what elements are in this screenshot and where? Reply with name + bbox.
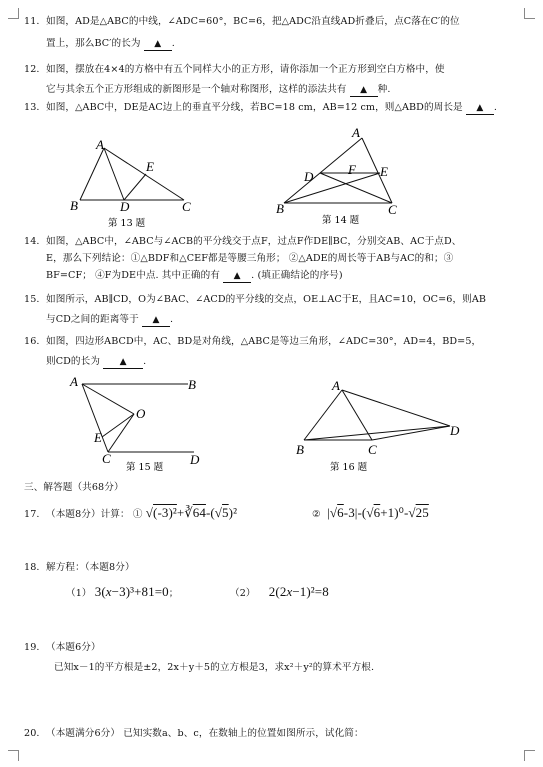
q15-text2: 与CD之间的距离等于 <box>46 314 139 325</box>
fig14-label-a: A <box>352 125 360 140</box>
fig15-label-o: O <box>136 406 146 421</box>
crop-mark-bottom-right <box>524 750 535 761</box>
fig16-label-d: D <box>450 423 460 438</box>
q13-end: . <box>493 102 498 113</box>
figure-13-diagram <box>66 138 206 233</box>
q19-text: （本题6分） <box>46 642 101 653</box>
q11-end: . <box>171 38 175 49</box>
q15-text1: 如图所示，AB∥CD，O为∠BAC、∠ACD的平分线的交点，OE⊥AC于E，且AC=10，OC=6，则AB <box>46 294 487 305</box>
q14-line2 <box>46 253 453 265</box>
q13-text1: 如图，△ABC中，DE是AC边上的垂直平分线，若BC=18 cm，AB=12 cm，则△ABD的周长是 <box>46 102 463 113</box>
q12-number: 12. <box>24 64 40 75</box>
q18-part1-marker: （1） <box>66 588 92 599</box>
q16-number: 16. <box>24 336 40 347</box>
fig16-label-b: B <box>296 442 304 457</box>
q11-text2: 置上，那么BC′的长为 <box>46 38 141 49</box>
q16-line2 <box>46 356 146 369</box>
q17-number: 17. <box>24 509 40 520</box>
q14-text2: E，那么下列结论：①△BDF和△CEF都是等腰三角形； ②△ADE的周长等于AB与AC的和；③ <box>46 253 454 264</box>
fig14-label-e: E <box>380 164 388 179</box>
q17-line <box>24 504 237 524</box>
q12-line2 <box>46 84 391 97</box>
q18-text: 解方程：（本题8分） <box>46 562 135 573</box>
q15-answer-blank: ▲ <box>142 314 170 327</box>
fig15-label-b: B <box>188 377 196 392</box>
q11-text1: 如图，AD是△ABC的中线，∠ADC=60°，BC=6，把△ADC沿直线AD折叠后，点C落在C′的位 <box>46 16 460 27</box>
q16-text1: 如图，四边形ABCD中，AC、BD是对角线，△ABC是等边三角形，∠ADC=30°，AD=4，BD=5， <box>46 336 482 347</box>
q13-number: 13. <box>24 102 40 113</box>
q18-line <box>24 562 135 574</box>
crop-mark-bottom-left <box>8 750 19 761</box>
fig14-label-c: C <box>388 202 397 217</box>
q11-line1 <box>24 16 460 28</box>
fig13-label-d: D <box>120 199 130 214</box>
section-3-heading: 三、解答题（共68分） <box>24 482 124 493</box>
q18-equation-1: 3(x−3)³+81=0 <box>94 584 169 599</box>
q20-number: 20. <box>24 728 40 739</box>
crop-mark-top-left <box>8 8 19 19</box>
q12-line1 <box>24 64 445 76</box>
figure-15-diagram <box>64 374 214 474</box>
q11-line2 <box>46 38 175 51</box>
q14-end: . (填正确结论的序号) <box>251 270 343 281</box>
fig16-label-c: C <box>368 442 377 457</box>
q17-part2-line <box>312 504 429 524</box>
q14-answer-blank: ▲ <box>223 270 251 283</box>
fig13-label-e: E <box>146 159 154 174</box>
q18-number: 18. <box>24 562 40 573</box>
q12-text1: 如图，摆放在4×4的方格中有五个同样大小的正方形，请你添加一个正方形到空白方格中，使 <box>46 64 445 75</box>
q11-answer-blank: ▲ <box>144 38 172 51</box>
q12-answer-blank: ▲ <box>350 84 378 97</box>
crop-mark-top-right <box>524 8 535 19</box>
q16-text2: 则CD的长为 <box>46 356 101 367</box>
fig14-label-d: D <box>304 169 314 184</box>
q16-line1 <box>24 336 481 348</box>
q15-line1 <box>24 294 486 306</box>
q14-text1: 如图，△ABC中，∠ABC与∠ACB的平分线交于点F，过点F作DE∥BC，分别交AB、AC于点D、 <box>46 236 462 247</box>
q20-text: （本题满分6分） 已知实数a、b、c，在数轴上的位置如图所示，试化简： <box>46 728 364 739</box>
fig13-label-a: A <box>96 137 104 152</box>
q19-line2: 已知x－1的平方根是±2，2x＋y＋5的立方根是3，求x²＋y²的算术平方根. <box>54 662 375 673</box>
q14-number: 14. <box>24 236 40 247</box>
q15-number: 15. <box>24 294 40 305</box>
fig16-label-a: A <box>332 378 340 393</box>
fig15-label-e: E <box>94 430 102 445</box>
q12-end: 种. <box>377 84 391 95</box>
figure-16-diagram <box>290 378 470 478</box>
q17-expression-2: |√6-3|-(√6+1)⁰-√25 <box>323 505 429 520</box>
q15-line2 <box>46 314 173 327</box>
fig13-label-b: B <box>70 198 78 213</box>
fig16-caption: 第 16 题 <box>330 462 368 473</box>
fig15-label-c: C <box>102 451 111 466</box>
q13-line1 <box>24 102 497 115</box>
fig13-caption: 第 13 题 <box>108 218 146 229</box>
q15-end: . <box>169 314 174 325</box>
figure-16 <box>290 378 470 478</box>
q19-line1 <box>24 642 101 654</box>
q14-line3 <box>46 270 343 283</box>
figure-14-diagram <box>272 125 412 228</box>
fig13-label-c: C <box>182 199 191 214</box>
q18-equation-2: 2(2x−1)²=8 <box>258 584 329 599</box>
q20-line <box>24 728 364 740</box>
q17-text: （本题8分）计算： <box>46 509 130 520</box>
q16-answer-blank: ▲ <box>103 356 143 369</box>
fig15-label-a: A <box>70 374 78 389</box>
fig15-caption: 第 15 题 <box>126 462 164 473</box>
q13-answer-blank: ▲ <box>466 102 494 115</box>
fig15-label-d: D <box>190 452 200 467</box>
q14-line1 <box>24 236 461 248</box>
fig14-label-b: B <box>276 201 284 216</box>
q17-part2-marker: ② <box>312 509 321 520</box>
q19-number: 19. <box>24 642 40 653</box>
q16-end: . <box>143 356 147 367</box>
q11-number: 11. <box>24 16 40 27</box>
q17-expression-1: √(-3)²+∛64-(√5)² <box>145 505 238 520</box>
q17-part1-marker: ① <box>132 509 143 520</box>
q12-text2: 它与其余五个正方形组成的新图形是一个轴对称图形，这样的添法共有 <box>46 84 347 95</box>
q18-part1-end: ； <box>168 588 179 599</box>
fig14-label-f: F <box>348 162 356 177</box>
figure-14 <box>272 125 412 228</box>
fig14-caption: 第 14 题 <box>322 215 360 226</box>
q18-part2 <box>230 584 329 602</box>
q18-part2-marker: （2） <box>230 588 256 599</box>
q18-part1 <box>66 584 178 602</box>
figure-15 <box>64 374 214 474</box>
q14-text3: BF=CF； ④F为DE中点. 其中正确的有 <box>46 270 220 281</box>
figure-13 <box>66 138 206 233</box>
